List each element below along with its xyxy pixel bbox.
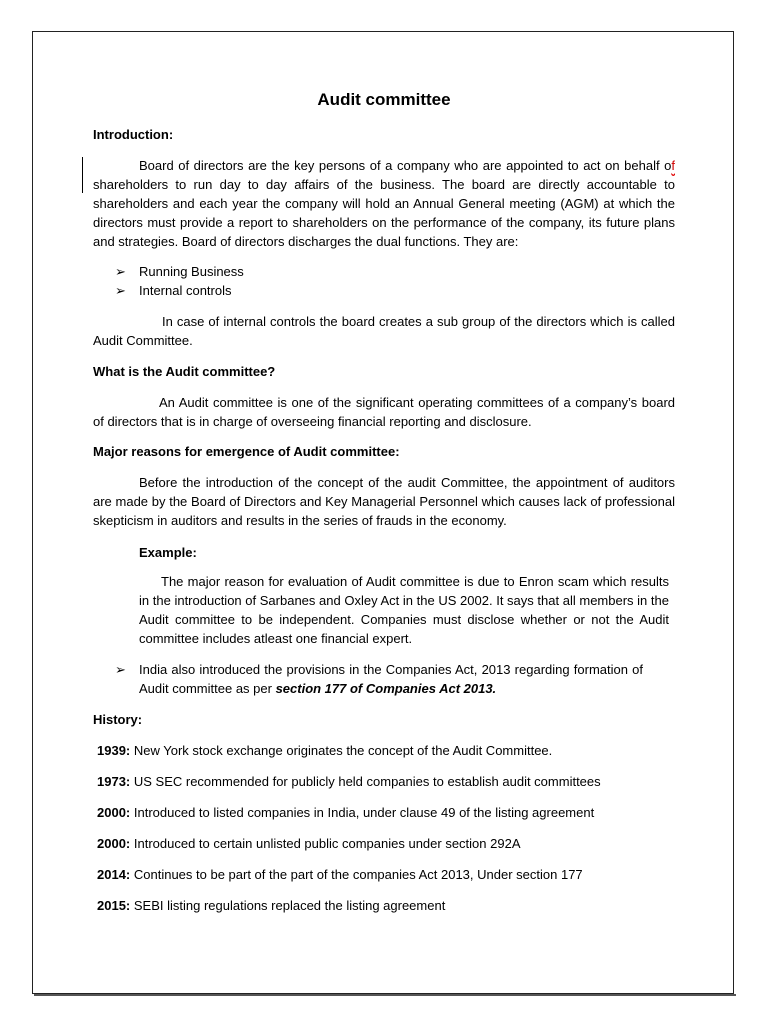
what-heading: What is the Audit committee? xyxy=(93,364,276,379)
example-line-2: in the introduction of Sarbanes and Oxley Act in the US 2002. It says that all members in the xyxy=(139,593,669,608)
reasons-paragraph xyxy=(93,473,675,530)
what-paragraph xyxy=(93,393,675,431)
section-177-reference: section 177 of Companies Act 2013. xyxy=(275,681,497,696)
bullet-arrow-icon: ➢ xyxy=(115,264,126,279)
history-item: 2015: SEBI listing regulations replaced the listing agreement xyxy=(97,898,446,913)
reasons-line-2: are made by the Board of Directors and Key Managerial Personnel which causes lack of professional xyxy=(93,494,675,509)
example-paragraph xyxy=(139,572,669,648)
intro-line-4: directors must provide a report to shareholders on the performance of the company, its future plans xyxy=(93,215,675,230)
bullet-arrow-icon: ➢ xyxy=(115,662,126,677)
example-line-4: committee includes atleast one financial expert. xyxy=(139,631,413,646)
history-item: 2000: Introduced to listed companies in India, under clause 49 of the listing agreement xyxy=(97,805,595,820)
intro-heading: Introduction: xyxy=(93,127,174,142)
spellcheck-error[interactable]: f xyxy=(671,158,675,173)
history-item: 2014: Continues to be part of the part of the companies Act 2013, Under section 177 xyxy=(97,867,583,882)
page-shadow xyxy=(34,994,736,996)
what-line-2: of directors that is in charge of overseeing financial reporting and disclosure. xyxy=(93,414,532,429)
india-line-1: India also introduced the provisions in the Companies Act, 2013 regarding formation of xyxy=(139,662,643,677)
example-heading: Example: xyxy=(139,545,197,560)
history-item: 1973: US SEC recommended for publicly held companies to establish audit committees xyxy=(97,774,601,789)
bullet-internal-controls: Internal controls xyxy=(139,283,232,298)
example-line-3: Audit committee to be independent. Companies must disclose whether or not the Audit xyxy=(139,612,669,627)
reasons-heading: Major reasons for emergence of Audit committee: xyxy=(93,444,400,459)
intro-paragraph xyxy=(93,156,675,251)
intro-line-5: and strategies. Board of directors discharges the dual functions. They are: xyxy=(93,234,519,249)
history-item: 1939: New York stock exchange originates the concept of the Audit Committee. xyxy=(97,743,553,758)
ic-line-2: Audit Committee. xyxy=(93,333,193,348)
reasons-line-3: skepticism in auditors and results in the series of frauds in the economy. xyxy=(93,513,507,528)
example-line-1: The major reason for evaluation of Audit committee is due to Enron scam which results xyxy=(161,574,669,589)
internal-controls-paragraph xyxy=(93,312,675,350)
india-line-2: Audit committee as per section 177 of Companies Act 2013. xyxy=(139,681,497,696)
history-item: 2000: Introduced to certain unlisted public companies under section 292A xyxy=(97,836,521,851)
history-heading: History: xyxy=(93,712,143,727)
bullet-arrow-icon: ➢ xyxy=(115,283,126,298)
document-title: Audit committee xyxy=(317,90,451,109)
intro-line-1: Board of directors are the key persons of a company who are appointed to act on behalf of xyxy=(139,158,675,173)
intro-line-2: shareholders to run day to day affairs of the business. The board are directly accountable to xyxy=(93,177,675,192)
india-paragraph xyxy=(139,660,643,698)
what-line-1: An Audit committee is one of the significant operating committees of a company’s board xyxy=(159,395,675,410)
intro-line-3: shareholders and each year the company will hold an Annual General meeting (AGM) at which the xyxy=(93,196,675,211)
reasons-line-1: Before the introduction of the concept of the audit Committee, the appointment of auditors xyxy=(139,475,675,490)
text-cursor xyxy=(82,157,83,193)
bullet-running-business: Running Business xyxy=(139,264,244,279)
ic-line-1: In case of internal controls the board creates a sub group of the directors which is called xyxy=(162,314,675,329)
